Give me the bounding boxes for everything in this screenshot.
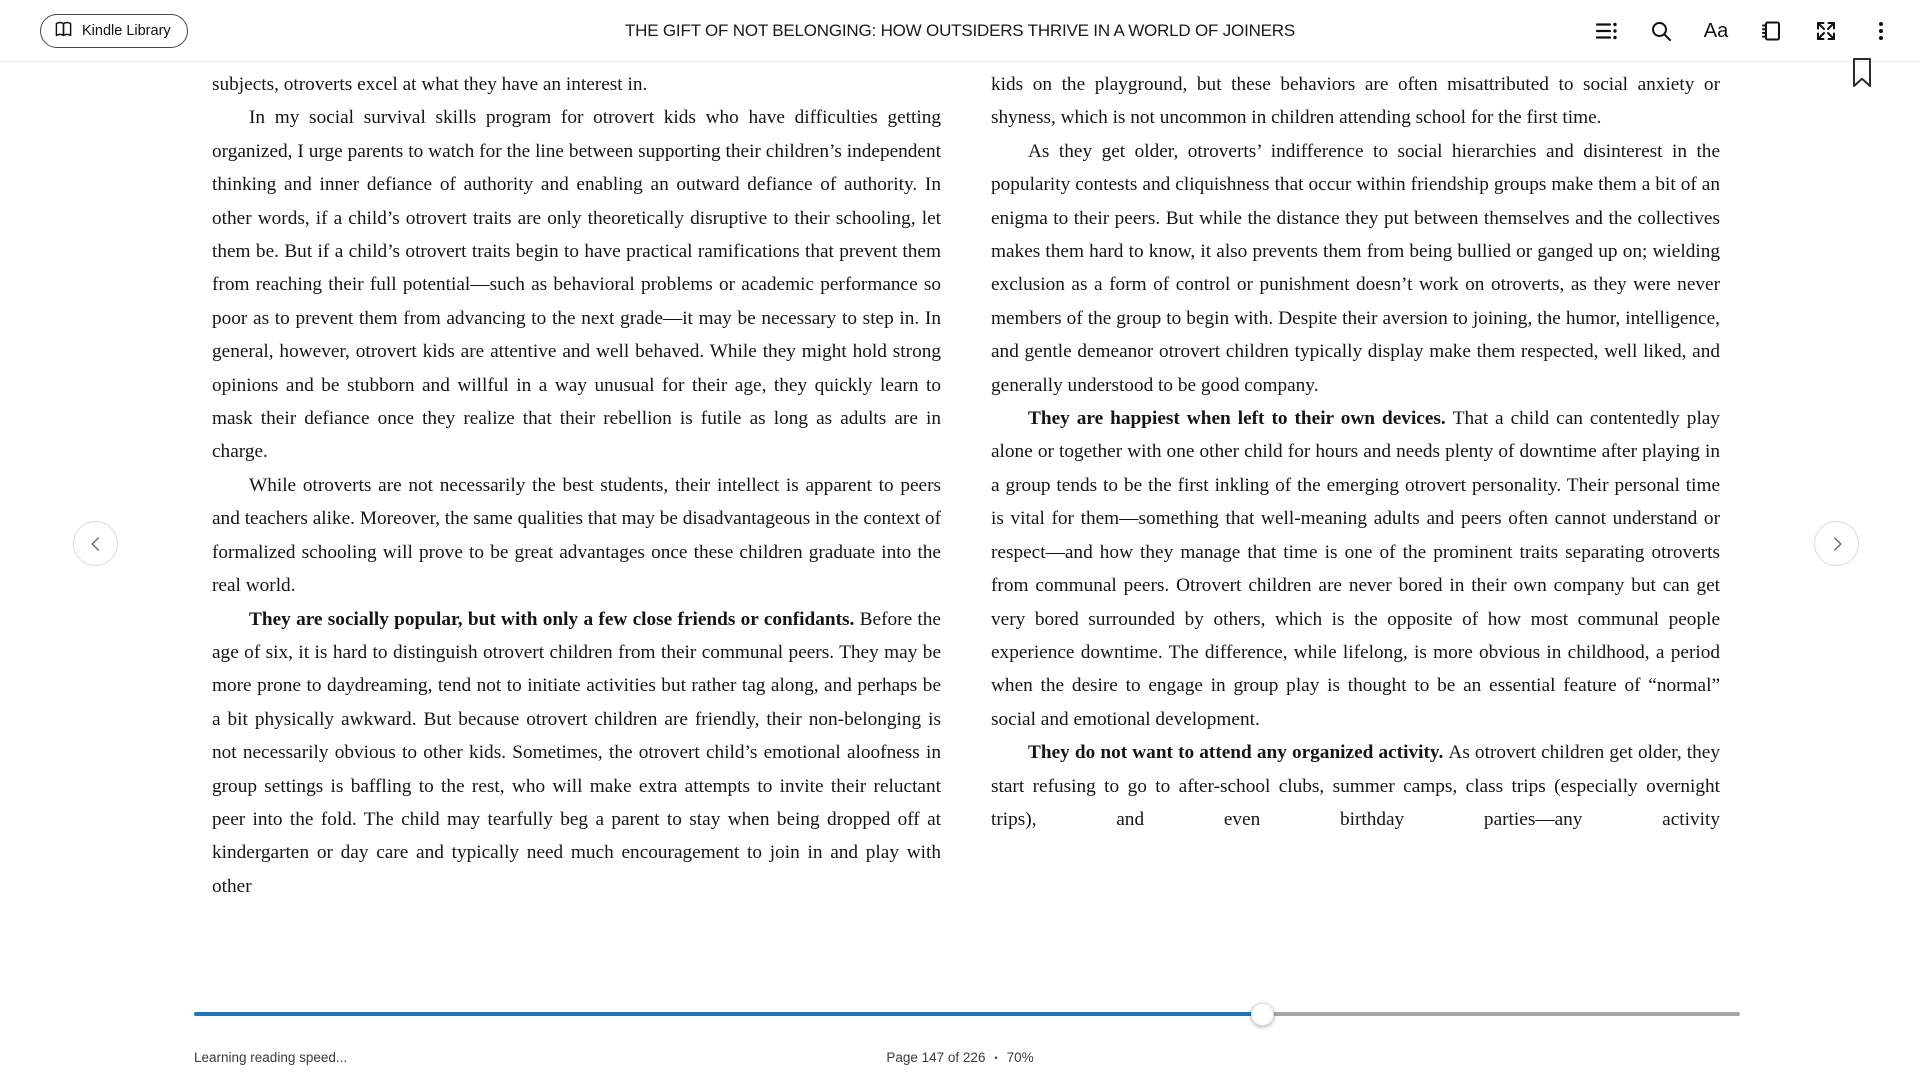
page-number-label: Page 147 of 226 — [886, 1050, 986, 1065]
fullscreen-icon[interactable] — [1813, 18, 1839, 44]
book-paragraph: They are happiest when left to their own devices. That a child can contentedly play alone or together with one other child for hours and needs plenty of downtime after playing in a group tends to be the first inkling of the emerging otrovert personality. Their personal time is vital for them—something that well-meaning adults and peers often cannot understand or respect—and how they manage that time is one of the prominent traits separating otroverts from communal peers. Otrovert children are never bored in their own company but can get very bored surrounded by others, which is the opposite of how most communal people experience downtime. The difference, while lifelong, is more obvious in childhood, a period when the desire to engage in group play is thought to be an essential feature of “normal” social and emotional development. — [991, 408, 1720, 730]
paragraph-lead-bold: They do not want to attend any organized activity. — [1028, 742, 1449, 764]
reading-speed-status: Learning reading speed... — [194, 1050, 348, 1065]
book-paragraph: While otroverts are not necessarily the best students, their intellect is apparent to peers and teachers alike. Moreover, the same qualities that may be disadvantageous in the context of formalized schooling will prove to be great advantages once these children graduate into the real world. — [212, 474, 941, 597]
kindle-library-label: Kindle Library — [82, 23, 171, 39]
book-title: THE GIFT OF NOT BELONGING: HOW OUTSIDERS THRIVE IN A WORLD OF JOINERS — [624, 21, 1296, 40]
toc-notes-icon[interactable] — [1593, 18, 1619, 44]
search-icon[interactable] — [1648, 18, 1674, 44]
book-paragraph: As they get older, otroverts’ indifference to social hierarchies and disinterest in the popularity contests and cliquishness that occur within friendship groups make them a bit of an enigma to their peers. But while the distance they put between themselves and the collectives makes them hard to know, it also prevents them from being bullied or ganged up on; wielding exclusion as a form of control or punishment doesn’t work on otroverts, as they were never members of the group to begin with. Despite their aversion to joining, the humor, intelligence, and gentle demeanor otrovert children typically display make them respected, well liked, and generally understood to be good company. — [991, 140, 1720, 396]
reading-progress-fill — [194, 1012, 1262, 1016]
font-settings-icon[interactable]: Aa — [1703, 20, 1729, 42]
paragraph-lead-bold: They are happiest when left to their own devices. — [1028, 408, 1453, 430]
page-position-info — [0, 1050, 1920, 1065]
book-paragraph: They do not want to attend any organized activity. As otrovert children get older, they start refusing to go to after-school clubs, summer camps, class trips (especially overnight trips), and even birthday parties—any activity — [991, 742, 1720, 830]
book-paragraph: subjects, otroverts excel at what they have an interest in. — [212, 74, 648, 95]
previous-page-button[interactable] — [73, 521, 118, 566]
bookmark-icon[interactable] — [1850, 57, 1874, 89]
reading-progress-slider[interactable] — [194, 1012, 1740, 1016]
page-layout-icon[interactable] — [1758, 18, 1784, 44]
book-page-content — [212, 68, 1720, 1006]
text-column-left — [212, 68, 941, 1006]
dot-separator: • — [994, 1052, 998, 1063]
book-paragraph: In my social survival skills program for otrovert kids who have difficulties getting organized, I urge parents to watch for the line between supporting their children’s independent thinking and inner defiance of authority and enabling an outward defiance of authority. In other words, if a child’s otrovert traits are only theoretically disruptive to their schooling, let them be. But if a child’s otrovert traits begin to have practical ramifications that prevent them from reaching their full potential—such as behavioral problems or academic performance so poor as to prevent them from advancing to the next grade—it may be necessary to step in. In general, however, otrovert kids are attentive and well behaved. While they might hold strong opinions and be stubborn and willful in a way unusual for their age, they quickly learn to mask their defiance once they realize that their rebellion is futile as long as adults are in charge. — [212, 107, 941, 463]
text-column-right — [991, 68, 1720, 1006]
more-menu-icon[interactable] — [1868, 18, 1894, 44]
toolbar-icon-group — [1593, 0, 1894, 62]
book-paragraph: kids on the playground, but these behaviors are often misattributed to social anxiety or shyness, which is not uncommon in children attending school for the first time. — [991, 74, 1720, 129]
paragraph-lead-bold: They are socially popular, but with only a few close friends or confidants. — [249, 608, 860, 630]
book-paragraph: They are socially popular, but with only a few close friends or confidants. Before the age of six, it is hard to distinguish otrovert children from their communal peers. They may be more prone to daydreaming, tend not to initiate activities but rather tag along, and perhaps be a bit physically awkward. But because otrovert children are friendly, their non-belonging is not necessarily obvious to other kids. Sometimes, the otrovert child’s emotional aloofness in group settings is baffling to the rest, who will make extra attempts to invite their reluctant peer into the fold. The child may tearfully beg a parent to stay when being dropped off at kindergarten or day care and typically need much encouragement to join in and play with other — [212, 608, 941, 897]
top-toolbar — [0, 0, 1920, 62]
percent-read-label: 70% — [1006, 1050, 1034, 1065]
next-page-button[interactable] — [1814, 521, 1859, 566]
reading-progress-handle[interactable] — [1251, 1003, 1274, 1026]
